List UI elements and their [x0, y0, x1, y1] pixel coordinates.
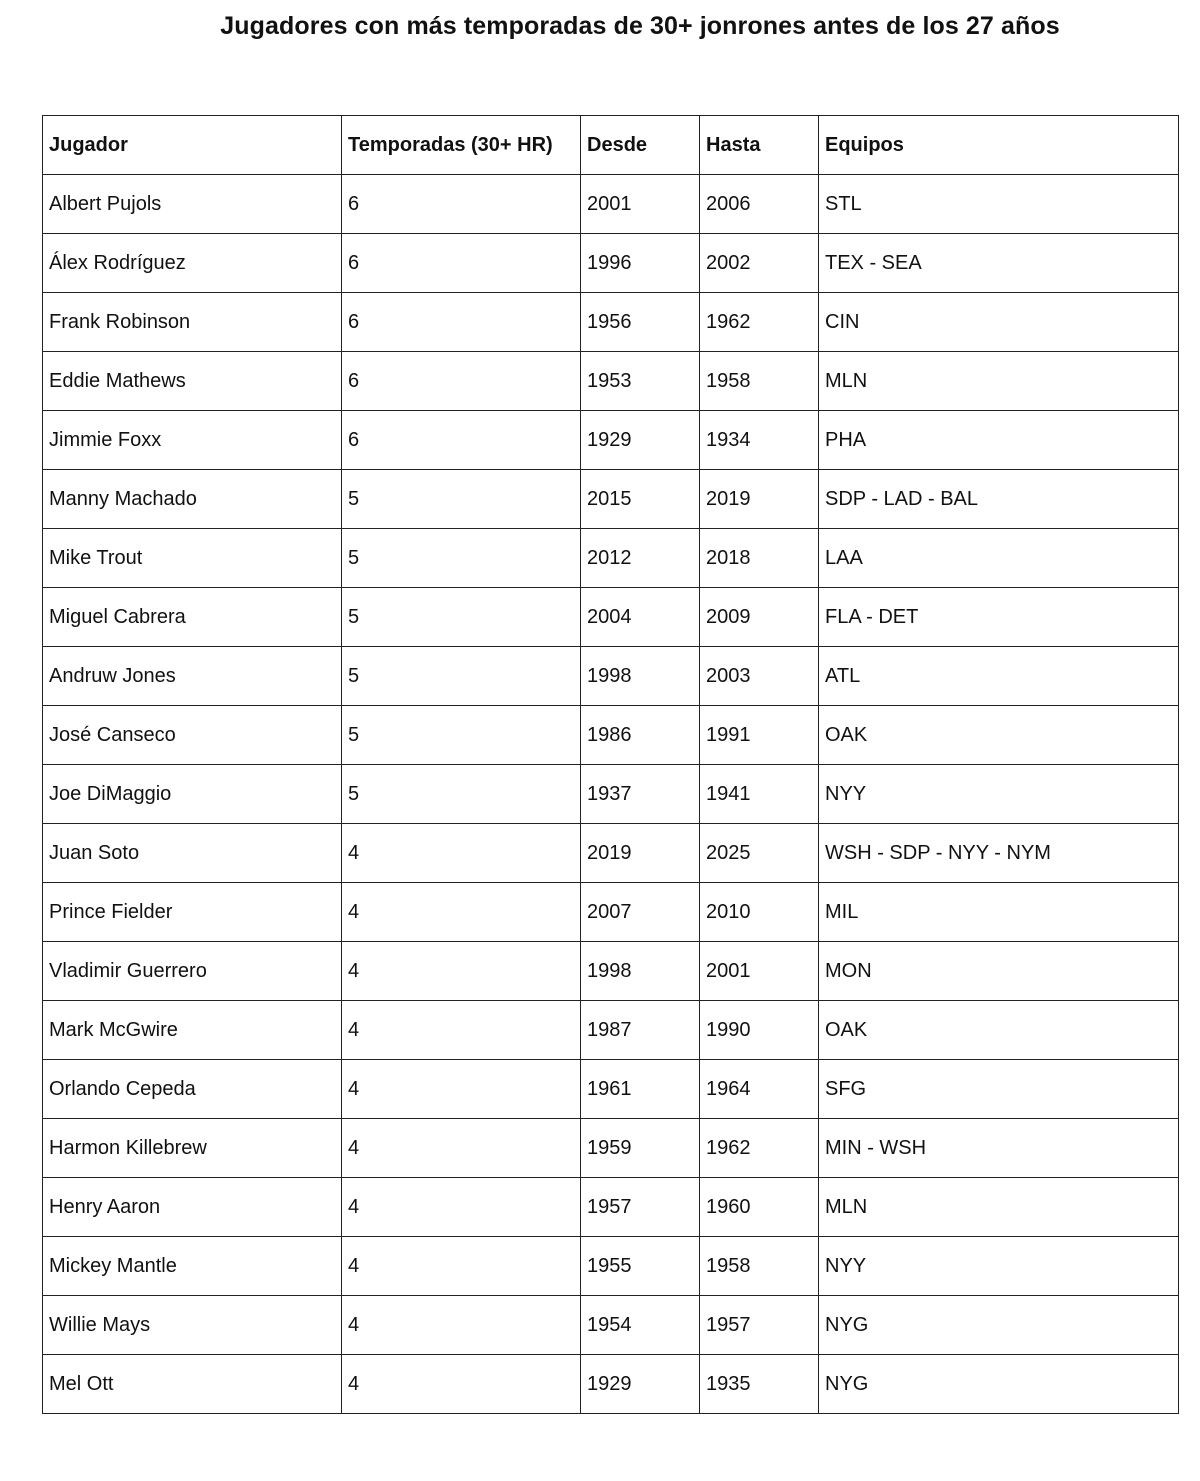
table-row — [43, 1237, 1179, 1296]
column-header-equipos: Equipos — [819, 116, 1179, 175]
player-name-cell: Vladimir Guerrero — [43, 942, 342, 1001]
table-row — [43, 883, 1179, 942]
to-year-cell: 1934 — [700, 411, 819, 470]
from-year-cell: 2001 — [581, 175, 700, 234]
from-year-cell: 1959 — [581, 1119, 700, 1178]
player-name-cell: Orlando Cepeda — [43, 1060, 342, 1119]
table-row — [43, 470, 1179, 529]
from-year-cell: 1937 — [581, 765, 700, 824]
table-row — [43, 1119, 1179, 1178]
player-name-cell: Frank Robinson — [43, 293, 342, 352]
from-year-cell: 1986 — [581, 706, 700, 765]
from-year-cell: 1954 — [581, 1296, 700, 1355]
player-name-cell: Prince Fielder — [43, 883, 342, 942]
to-year-cell: 2019 — [700, 470, 819, 529]
player-name-cell: Harmon Killebrew — [43, 1119, 342, 1178]
to-year-cell: 1958 — [700, 1237, 819, 1296]
table-row — [43, 411, 1179, 470]
seasons-cell: 4 — [342, 1355, 581, 1414]
seasons-cell: 4 — [342, 1001, 581, 1060]
player-name-cell: Jimmie Foxx — [43, 411, 342, 470]
teams-cell: NYY — [819, 765, 1179, 824]
table-row — [43, 293, 1179, 352]
to-year-cell: 1990 — [700, 1001, 819, 1060]
teams-cell: PHA — [819, 411, 1179, 470]
table-row — [43, 824, 1179, 883]
to-year-cell: 1935 — [700, 1355, 819, 1414]
column-header-temporadas: Temporadas (30+ HR) — [342, 116, 581, 175]
player-name-cell: Mel Ott — [43, 1355, 342, 1414]
from-year-cell: 2015 — [581, 470, 700, 529]
from-year-cell: 1929 — [581, 1355, 700, 1414]
page-title: Jugadores con más temporadas de 30+ jonrones antes de los 27 años — [220, 12, 1060, 40]
to-year-cell: 1941 — [700, 765, 819, 824]
from-year-cell: 1957 — [581, 1178, 700, 1237]
seasons-cell: 5 — [342, 588, 581, 647]
to-year-cell: 1991 — [700, 706, 819, 765]
to-year-cell: 2025 — [700, 824, 819, 883]
seasons-cell: 4 — [342, 824, 581, 883]
teams-cell: OAK — [819, 1001, 1179, 1060]
from-year-cell: 2019 — [581, 824, 700, 883]
teams-cell: NYG — [819, 1296, 1179, 1355]
table-row — [43, 647, 1179, 706]
table-row — [43, 1355, 1179, 1414]
seasons-cell: 5 — [342, 529, 581, 588]
player-name-cell: Mark McGwire — [43, 1001, 342, 1060]
teams-cell: SDP - LAD - BAL — [819, 470, 1179, 529]
seasons-cell: 5 — [342, 470, 581, 529]
from-year-cell: 1998 — [581, 647, 700, 706]
teams-cell: LAA — [819, 529, 1179, 588]
player-name-cell: José Canseco — [43, 706, 342, 765]
player-name-cell: Juan Soto — [43, 824, 342, 883]
table-row — [43, 1001, 1179, 1060]
seasons-cell: 5 — [342, 765, 581, 824]
seasons-cell: 4 — [342, 1119, 581, 1178]
to-year-cell: 2018 — [700, 529, 819, 588]
from-year-cell: 1956 — [581, 293, 700, 352]
player-name-cell: Eddie Mathews — [43, 352, 342, 411]
teams-cell: MLN — [819, 1178, 1179, 1237]
player-name-cell: Albert Pujols — [43, 175, 342, 234]
to-year-cell: 1958 — [700, 352, 819, 411]
seasons-cell: 4 — [342, 942, 581, 1001]
teams-cell: MLN — [819, 352, 1179, 411]
to-year-cell: 2006 — [700, 175, 819, 234]
table-body — [43, 175, 1179, 1414]
table-row — [43, 1178, 1179, 1237]
player-name-cell: Mickey Mantle — [43, 1237, 342, 1296]
table-row — [43, 234, 1179, 293]
from-year-cell: 1953 — [581, 352, 700, 411]
table-row — [43, 175, 1179, 234]
from-year-cell: 1961 — [581, 1060, 700, 1119]
from-year-cell: 1998 — [581, 942, 700, 1001]
teams-cell: TEX - SEA — [819, 234, 1179, 293]
to-year-cell: 1962 — [700, 1119, 819, 1178]
seasons-cell: 6 — [342, 234, 581, 293]
from-year-cell: 1955 — [581, 1237, 700, 1296]
seasons-cell: 6 — [342, 175, 581, 234]
table-header-row — [43, 116, 1179, 175]
teams-cell: MIL — [819, 883, 1179, 942]
table-row — [43, 1060, 1179, 1119]
column-header-jugador: Jugador — [43, 116, 342, 175]
table-row — [43, 942, 1179, 1001]
to-year-cell: 2010 — [700, 883, 819, 942]
from-year-cell: 2007 — [581, 883, 700, 942]
teams-cell: WSH - SDP - NYY - NYM — [819, 824, 1179, 883]
players-table — [42, 115, 1179, 1414]
to-year-cell: 1960 — [700, 1178, 819, 1237]
table-row — [43, 765, 1179, 824]
seasons-cell: 4 — [342, 1237, 581, 1296]
from-year-cell: 2004 — [581, 588, 700, 647]
player-name-cell: Joe DiMaggio — [43, 765, 342, 824]
to-year-cell: 2001 — [700, 942, 819, 1001]
teams-cell: OAK — [819, 706, 1179, 765]
from-year-cell: 1987 — [581, 1001, 700, 1060]
player-name-cell: Miguel Cabrera — [43, 588, 342, 647]
column-header-hasta: Hasta — [700, 116, 819, 175]
player-name-cell: Henry Aaron — [43, 1178, 342, 1237]
teams-cell: STL — [819, 175, 1179, 234]
seasons-cell: 4 — [342, 1296, 581, 1355]
seasons-cell: 4 — [342, 1060, 581, 1119]
teams-cell: FLA - DET — [819, 588, 1179, 647]
seasons-cell: 6 — [342, 352, 581, 411]
player-name-cell: Álex Rodríguez — [43, 234, 342, 293]
player-name-cell: Manny Machado — [43, 470, 342, 529]
to-year-cell: 1962 — [700, 293, 819, 352]
seasons-cell: 6 — [342, 293, 581, 352]
seasons-cell: 5 — [342, 706, 581, 765]
from-year-cell: 1996 — [581, 234, 700, 293]
teams-cell: NYY — [819, 1237, 1179, 1296]
table-row — [43, 1296, 1179, 1355]
player-name-cell: Andruw Jones — [43, 647, 342, 706]
to-year-cell: 2003 — [700, 647, 819, 706]
seasons-cell: 4 — [342, 883, 581, 942]
to-year-cell: 1957 — [700, 1296, 819, 1355]
column-header-desde: Desde — [581, 116, 700, 175]
seasons-cell: 5 — [342, 647, 581, 706]
teams-cell: SFG — [819, 1060, 1179, 1119]
teams-cell: CIN — [819, 293, 1179, 352]
table-row — [43, 706, 1179, 765]
to-year-cell: 2002 — [700, 234, 819, 293]
table-row — [43, 529, 1179, 588]
seasons-cell: 4 — [342, 1178, 581, 1237]
from-year-cell: 2012 — [581, 529, 700, 588]
player-name-cell: Willie Mays — [43, 1296, 342, 1355]
from-year-cell: 1929 — [581, 411, 700, 470]
table-row — [43, 588, 1179, 647]
teams-cell: ATL — [819, 647, 1179, 706]
player-name-cell: Mike Trout — [43, 529, 342, 588]
teams-cell: MON — [819, 942, 1179, 1001]
table-row — [43, 352, 1179, 411]
seasons-cell: 6 — [342, 411, 581, 470]
teams-cell: NYG — [819, 1355, 1179, 1414]
teams-cell: MIN - WSH — [819, 1119, 1179, 1178]
to-year-cell: 2009 — [700, 588, 819, 647]
to-year-cell: 1964 — [700, 1060, 819, 1119]
